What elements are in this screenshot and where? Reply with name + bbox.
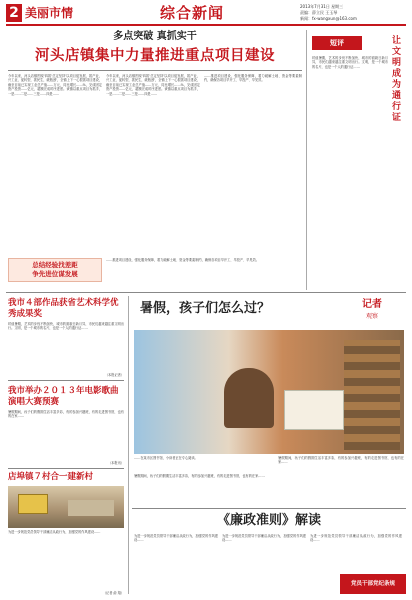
book-review-col3: 为进一步规范党员领导干部廉洁从政行为，加强党的作风建设…… bbox=[310, 534, 402, 543]
child-silhouette bbox=[224, 368, 274, 428]
feature-title: 暑假，孩子们怎么过？ bbox=[140, 301, 271, 316]
issue-date: 2013年7月31日 星期三 bbox=[300, 4, 344, 9]
story-2-title: 我市举办２０１３年电影歌曲演唱大赛预赛 bbox=[8, 386, 119, 407]
bookshelf-shape bbox=[344, 340, 400, 450]
lead-kicker: 多点突破 真抓实干 bbox=[113, 31, 197, 42]
construction-photo bbox=[8, 486, 124, 528]
story-2-source: （本报讯） bbox=[108, 461, 124, 465]
lead-callout bbox=[8, 258, 102, 282]
right-column-divider bbox=[306, 30, 307, 290]
short-review-body: 时值暑期，艺术的步伐不断加快，城市的面貌日新月异，市民们越来越注重文明出行。文明，是一个城市的名片，也是一个人的通行证…… bbox=[312, 56, 388, 69]
open-book-shape bbox=[284, 390, 344, 430]
party-rules-badge: 党员干部党纪条规 bbox=[340, 574, 406, 594]
short-review-title: 让文明成为通行证 bbox=[392, 36, 402, 123]
short-review-label: 短评 bbox=[312, 36, 362, 50]
story-1-title: 我市４部作品获省艺术科学优秀成果奖 bbox=[8, 298, 119, 319]
story-3-body: 为进一步规范党员领导干部廉洁从政行为，加强党的作风建设…… bbox=[8, 530, 101, 534]
book-review-col1: 为进一步规范党员领导干部廉洁从政行为，加强党的作风建设…… bbox=[134, 534, 218, 543]
feature-photo-caption: ……在某市区图书馆，小读者正在专心阅读。 bbox=[134, 456, 198, 460]
lead-rule bbox=[8, 70, 302, 71]
callout-line2: 争先进位谋发展 bbox=[32, 270, 78, 278]
mid-rule bbox=[6, 292, 406, 293]
editors: 责编：薛立民 王玉琴 bbox=[300, 10, 338, 15]
header-rule bbox=[6, 24, 406, 26]
story-3-title: 店埠镇７村合一建新村 bbox=[8, 472, 94, 482]
story-3-source: （记者 俞 翔） bbox=[102, 591, 124, 595]
story-rule-2 bbox=[8, 468, 124, 469]
excavator-shape bbox=[18, 494, 48, 514]
feature-body: 暑假期间，孩子们的假期生活丰富多彩，有的参加兴趣班，有的走进图书馆，也有的在家…… bbox=[278, 456, 404, 465]
reporter-tag: 记者 bbox=[362, 299, 382, 310]
building-shape bbox=[68, 500, 114, 516]
lead-body-continued: ……推进项目建设，强化服务保障，着力破解土地、资金等要素制约，确保各项目早开工、早投产、早见效。 bbox=[106, 258, 259, 262]
reporter-tag-sub: 观察 bbox=[365, 313, 378, 320]
book-review-col2: 为进一步规范党员领导干部廉洁从政行为，加强党的作风建设…… bbox=[222, 534, 306, 543]
section-left-label: 美丽市情 bbox=[25, 6, 74, 20]
email: 新闻：fx-wangxun@163.com bbox=[300, 16, 357, 21]
lead-headline: 河头店镇集中力量推进重点项目建设 bbox=[35, 48, 275, 64]
story-1-body: 时值暑期，艺术的步伐不断加快，城市的面貌日新月异，市民们越来越注重文明出行。文明，是一个城市的名片，也是一个人的通行证…… bbox=[8, 322, 124, 331]
story-1-source: （本报记者） bbox=[104, 373, 124, 377]
page-number: 2 bbox=[6, 4, 22, 22]
bottom-rule bbox=[132, 508, 406, 509]
lead-body-col3: ……推进项目建设，强化服务保障，着力破解土地、资金等要素制约，确保各项目早开工、早投产、早见效。 bbox=[204, 74, 302, 83]
lead-body-col2: 今年以来，河头店镇围绕'四抓'总定坚持'以项目促发展，抓产业，兴工业，促转型，抓民生，破瓶颈'，全镇上下一心狠抓项目建设，截至目前已实现工业总产值……万元，同比增长……%，完成固定资产投资……亿元，超额完成时序进度。该镇以重点项目为抓手，一是……二是……三是……四是…… bbox=[106, 74, 200, 96]
reporter-badge bbox=[346, 298, 398, 330]
left-column-divider bbox=[128, 296, 129, 594]
feature-photo bbox=[134, 330, 404, 454]
book-review-title: 《廉政准则》解读 bbox=[216, 513, 321, 528]
section-center-title: 综合新闻 bbox=[160, 4, 225, 22]
story-rule-1 bbox=[8, 380, 124, 381]
lead-body-col1: 今年以来，河头店镇围绕'四抓'总定坚持'以项目促发展，抓产业，兴工业，促转型，抓民生，破瓶颈'，全镇上下一心狠抓项目建设，截至目前已实现工业总产值……万元，同比增长……%，完成固定资产投资……亿元，超额完成时序进度。该镇以重点项目为抓手，一是……二是……三是……四是…… bbox=[8, 74, 102, 96]
feature-body-2: 暑假期间，孩子们的假期生活丰富多彩，有的参加兴趣班，有的走进图书馆，也有的在家…… bbox=[134, 474, 265, 478]
callout-line1: 总结经验找差距 bbox=[32, 261, 78, 269]
story-2-body: 暑假期间，孩子们的假期生活丰富多彩，有的参加兴趣班，有的走进图书馆，也有的在家…… bbox=[8, 410, 124, 419]
